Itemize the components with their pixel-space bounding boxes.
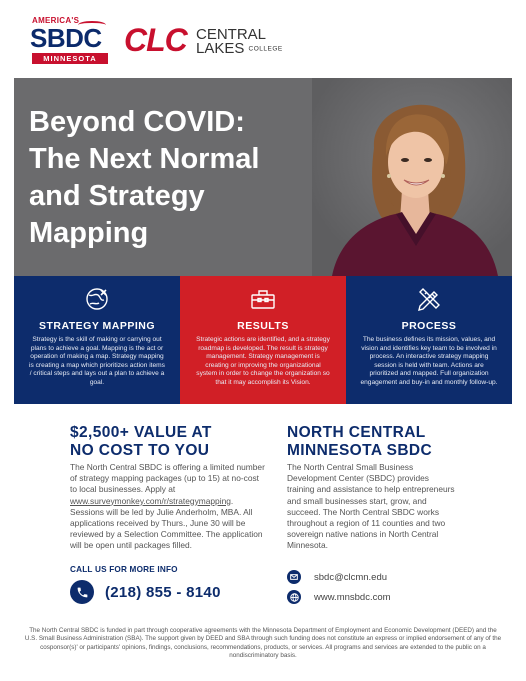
about-section (287, 424, 457, 552)
about-body: The North Central Small Business Development Center (SBDC) provides training and assistance to help entrepreneurs and small businesses start, grow, and succeed. The North Central SBDC works throughout a region of 11 counties and two sovereign native nations in North Central Minnesota. (287, 462, 455, 551)
hero-title (29, 104, 289, 252)
hero-title-line: The Next Normal (29, 143, 260, 175)
about-heading (287, 424, 457, 460)
pencil-ruler-icon (416, 286, 442, 312)
email-address[interactable]: sbdc@clcmn.edu (314, 571, 388, 583)
globe-icon (287, 590, 301, 604)
offer-body-intro: The North Central SBDC is offering a limited number of strategy mapping packages (up to 15) at no-cost to local businesses. Apply at (70, 462, 265, 495)
clc-logo-name-line2 (196, 41, 283, 57)
about-heading-line: NORTH CENTRAL (287, 424, 426, 441)
hero-title-line: Mapping (29, 217, 149, 249)
info-panels (14, 276, 512, 404)
about-heading-line: MINNESOTA SBDC (287, 442, 433, 459)
email-contact[interactable] (287, 569, 387, 585)
offer-body-details: . Sessions will be led by Julie Anderholm, MBA. All applications received by Thurs., June 30 will be reviewed by a Selection Committee. The application will be open until packages filled. (70, 495, 263, 551)
strategy-map-icon (84, 286, 110, 312)
americas-sbdc-minnesota-logo (30, 16, 112, 64)
phone-number[interactable]: (218) 855 - 8140 (105, 583, 221, 601)
phone-icon (70, 580, 94, 604)
presenter-portrait (312, 78, 512, 276)
hero-title-line: Beyond COVID: (29, 106, 245, 138)
funding-disclaimer: The North Central SBDC is funded in part through cooperative agreements with the Minnesota Department of Employment and Economic Development (DEED) and the U.S. Small Business Administration (SBA). The support given by DEED and SBA through such funding does not constitute an express or implied endorsement of any of the cosponsor(s)' or participants' opinions, findings, conclusions, recommendations, products, or services. All programs and services are extended to the public on a nondiscriminatory basis. (24, 627, 502, 660)
sbdc-logo-state-text: MINNESOTA (32, 53, 108, 64)
website-contact[interactable] (287, 589, 391, 605)
clc-logo-name-lakes: LAKES (196, 40, 245, 57)
header-logos (30, 16, 330, 66)
website-url[interactable]: www.mnsbdc.com (314, 591, 391, 603)
panel-title: RESULTS (237, 320, 289, 332)
offer-heading-line: NO COST TO YOU (70, 442, 210, 459)
offer-heading (70, 424, 265, 460)
offer-section (70, 424, 265, 552)
clc-logo-name-line1: CENTRAL (196, 26, 267, 43)
clc-logo-mark: CLC (124, 22, 187, 58)
panel-title: PROCESS (401, 320, 457, 332)
sbdc-logo-main-text: SBDC (30, 23, 102, 53)
sbdc-logo-top-text: AMERICA'S (32, 16, 80, 25)
hero-title-line: and Strategy (29, 180, 205, 212)
offer-heading-line: $2,500+ VALUE AT (70, 424, 212, 441)
hero-banner (14, 78, 512, 276)
offer-body (70, 462, 265, 552)
panel-process (346, 276, 512, 404)
panel-strategy-mapping (14, 276, 180, 404)
call-label: CALL US FOR MORE INFO (70, 565, 178, 574)
application-link[interactable]: www.surveymonkey.com/r/strategymapping (70, 495, 231, 506)
toolbox-icon (250, 286, 276, 312)
panel-text: The business defines its mission, values, and vision and identifies key team to be involved in process. An interactive strategy mapping session is held with team. Actions are prioritized and mapped. Full organization engagement and buy-in and monthly follow-up. (360, 336, 498, 386)
clc-logo-name-suffix: COLLEGE (248, 45, 283, 53)
phone-contact[interactable] (70, 579, 221, 605)
panel-text: Strategy is the skill of making or carrying out plans to achieve a goal. Mapping is the act or operation of making a map. Strategy mapping is creating a map which prioritizes action items / critical steps and lays out a plan to achieve a goal. (29, 336, 165, 386)
panel-title: STRATEGY MAPPING (38, 320, 156, 332)
panel-results (180, 276, 346, 404)
panel-text: Strategic actions are identified, and a strategy roadmap is developed. The result is strategy management. Strategy management is creating or improving the organizational system in order to change the organization so that it may accomplish its Vision. (196, 336, 330, 386)
email-icon (287, 570, 301, 584)
